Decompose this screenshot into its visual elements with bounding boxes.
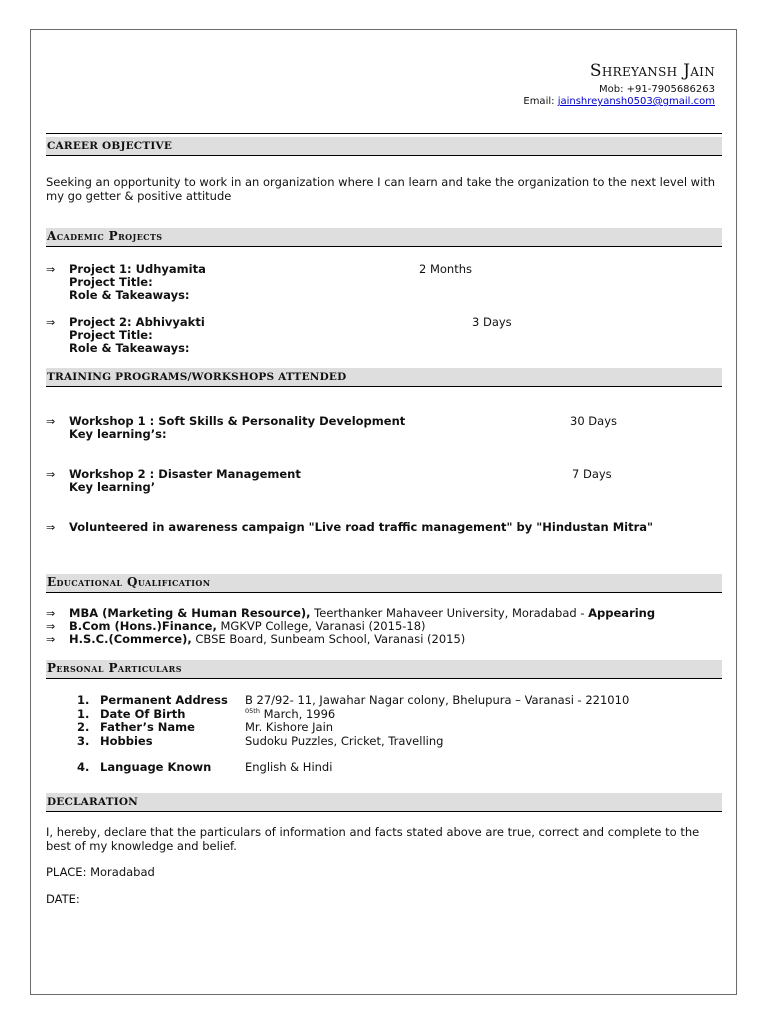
- email-link[interactable]: jainshreyansh0503@gmail.com: [557, 96, 715, 107]
- personal-label-hobbies: Hobbies: [100, 734, 153, 748]
- personal-value-address: B 27/92- 11, Jawahar Nagar colony, Bhelupura – Varanasi - 221010: [245, 693, 630, 707]
- personal-value-father: Mr. Kishore Jain: [245, 720, 334, 734]
- project-1-role-label: Role & Takeaways:: [69, 288, 190, 302]
- education-degree: MBA (Marketing & Human Resource),: [69, 606, 311, 620]
- education-degree: B.Com (Hons.)Finance,: [69, 619, 217, 633]
- personal-label-language: Language Known: [100, 760, 212, 774]
- volunteer-item: Volunteered in awareness campaign "Live road traffic management" by "Hindustan Mitra": [69, 520, 654, 534]
- project-2-title: Project 2: Abhivyakti: [69, 315, 205, 329]
- personal-heading: Personal Particulars: [46, 660, 722, 679]
- email-line: [523, 96, 715, 107]
- education-degree: H.S.C.(Commerce),: [69, 632, 192, 646]
- education-details: CBSE Board, Sunbeam School, Varanasi (2015): [191, 632, 466, 646]
- personal-num: 1.: [77, 693, 90, 707]
- academic-projects-heading: Academic Projects: [46, 228, 722, 247]
- project-1-title-label: Project Title:: [69, 275, 153, 289]
- education-details: Teerthanker Mahaveer University, Moradabad -: [310, 606, 589, 620]
- candidate-name: Shreyansh Jain: [589, 61, 715, 81]
- personal-label-father: Father’s Name: [100, 720, 195, 734]
- education-status: Appearing: [588, 606, 656, 620]
- bullet-arrow-icon: ⇒: [46, 633, 56, 646]
- personal-value-dob: [245, 707, 335, 721]
- education-item-hsc: [69, 632, 465, 646]
- training-heading: TRAINING PROGRAMS/WORKSHOPS ATTENDED: [46, 368, 722, 387]
- workshop-1-title: Workshop 1 : Soft Skills & Personality Development: [69, 414, 406, 428]
- education-details: MGKVP College, Varanasi (2015-18): [216, 619, 426, 633]
- bullet-arrow-icon: ⇒: [46, 620, 56, 633]
- education-item-mba: [69, 606, 655, 620]
- project-1-title: Project 1: Udhyamita: [69, 262, 206, 276]
- bullet-arrow-icon: ⇒: [46, 415, 56, 428]
- bullet-arrow-icon: ⇒: [46, 521, 56, 534]
- header-divider: [46, 133, 722, 134]
- career-objective-text: Seeking an opportunity to work in an organization where I can learn and take the organization to the next level with my go getter & positive attitude: [46, 175, 716, 203]
- personal-value-hobbies: Sudoku Puzzles, Cricket, Travelling: [245, 734, 444, 748]
- personal-value-language: English & Hindi: [245, 760, 333, 774]
- workshop-2-duration: 7 Days: [572, 467, 612, 481]
- workshop-2-learning-label: Key learning’: [69, 480, 156, 494]
- bullet-arrow-icon: ⇒: [46, 607, 56, 620]
- declaration-place: PLACE: Moradabad: [46, 865, 155, 879]
- workshop-1-duration: 30 Days: [570, 414, 617, 428]
- dob-month-year: March, 1996: [259, 707, 336, 721]
- personal-num: 1.: [77, 707, 90, 721]
- career-objective-heading: CAREER OBJECTIVE: [46, 137, 722, 156]
- personal-num: 3.: [77, 734, 90, 748]
- email-label: Email:: [523, 96, 555, 107]
- dob-day: 05th: [245, 707, 260, 716]
- project-1-duration: 2 Months: [419, 262, 473, 276]
- bullet-arrow-icon: ⇒: [46, 468, 56, 481]
- education-heading: Educational Qualification: [46, 574, 722, 593]
- workshop-1-learning-label: Key learning’s:: [69, 427, 167, 441]
- project-2-role-label: Role & Takeaways:: [69, 341, 190, 355]
- declaration-date: DATE:: [46, 892, 80, 906]
- mobile-number: Mob: +91-7905686263: [599, 84, 715, 95]
- personal-label-address: Permanent Address: [100, 693, 228, 707]
- education-item-bcom: [69, 619, 426, 633]
- declaration-text: I, hereby, declare that the particulars of information and facts stated above are true, correct and complete to the best of my knowledge and belief.: [46, 825, 700, 853]
- personal-num: 4.: [77, 760, 90, 774]
- project-2-title-label: Project Title:: [69, 328, 153, 342]
- bullet-arrow-icon: ⇒: [46, 263, 56, 276]
- bullet-arrow-icon: ⇒: [46, 316, 56, 329]
- declaration-heading: DECLARATION: [46, 793, 722, 812]
- workshop-2-title: Workshop 2 : Disaster Management: [69, 467, 301, 481]
- personal-num: 2.: [77, 720, 90, 734]
- project-2-duration: 3 Days: [472, 315, 512, 329]
- personal-label-dob: Date Of Birth: [100, 707, 186, 721]
